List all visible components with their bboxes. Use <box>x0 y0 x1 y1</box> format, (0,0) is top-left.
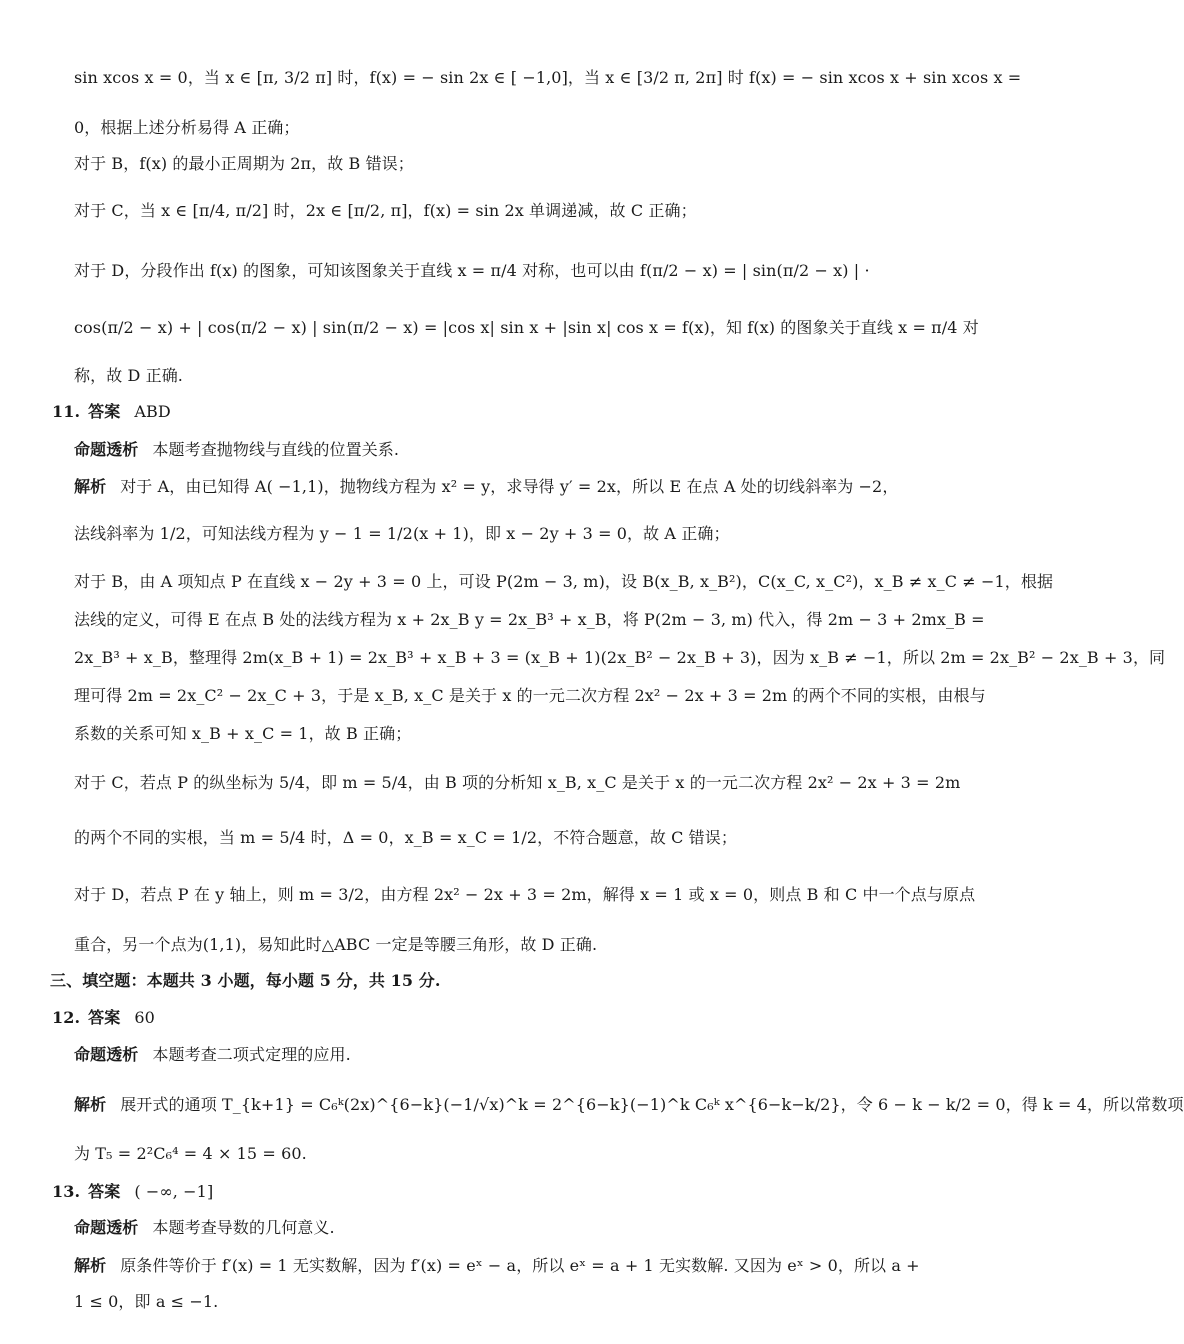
answer-value: ( −∞, −1] <box>134 1182 214 1201</box>
answer-label: 答案 <box>88 1182 121 1201</box>
text-line: cos(π/2 − x) + | cos(π/2 − x) | sin(π/2 − x) = |cos x| sin x + |sin x| cos x = f(x)，知 f(x) 的图象关于直线 x = π/4 对 <box>74 318 979 337</box>
answer-value: ABD <box>134 402 171 421</box>
question-11-intent <box>74 440 904 460</box>
solution-label: 解析 <box>74 1256 107 1275</box>
text-line: 法线斜率为 1/2，可知法线方程为 y − 1 = 1/2(x + 1)，即 x − 2y + 3 = 0，故 A 正确； <box>74 524 730 543</box>
text-line: 1 ≤ 0，即 a ≤ −1. <box>74 1292 219 1311</box>
intent-label: 命题透析 <box>74 1218 139 1237</box>
text-line: 对于 D，若点 P 在 y 轴上，则 m = 3/2，由方程 2x² − 2x + 3 = 2m，解得 x = 1 或 x = 0，则点 B 和 C 中一个点与原点 <box>74 885 976 904</box>
answer-label: 答案 <box>88 1008 121 1027</box>
question-12-solution <box>74 1095 1184 1115</box>
answer-value: 60 <box>134 1008 155 1027</box>
text-line: 2x_B³ + x_B，整理得 2m(x_B + 1) = 2x_B³ + x_B + 3 = (x_B + 1)(2x_B² − 2x_B + 3)，因为 x_B ≠ −1，所以 2m = 2x_B² − 2x_B + 3，同 <box>74 648 1166 667</box>
question-12-answer <box>52 1008 882 1028</box>
question-13-answer <box>52 1182 882 1202</box>
text-line: 对于 C，若点 P 的纵坐标为 5/4，即 m = 5/4，由 B 项的分析知 x_B, x_C 是关于 x 的一元二次方程 2x² − 2x + 3 = 2m <box>74 773 961 792</box>
section-heading: 三、填空题：本题共 3 小题，每小题 5 分，共 15 分. <box>50 971 441 990</box>
question-11-answer <box>52 402 882 422</box>
intent-text: 本题考查二项式定理的应用. <box>152 1045 351 1064</box>
question-12-intent <box>74 1045 904 1065</box>
intent-text: 本题考查抛物线与直线的位置关系. <box>152 440 400 459</box>
question-11-solution <box>74 477 904 497</box>
solution-label: 解析 <box>74 1095 107 1114</box>
solution-text: 原条件等价于 f′(x) = 1 无实数解，因为 f′(x) = eˣ − a，所以 eˣ = a + 1 无实数解. 又因为 eˣ > 0，所以 a + <box>120 1256 920 1275</box>
text-line: 为 T₅ = 2²C₆⁴ = 4 × 15 = 60. <box>74 1144 307 1163</box>
text-line: 理可得 2m = 2x_C² − 2x_C + 3，于是 x_B, x_C 是关于 x 的一元二次方程 2x² − 2x + 3 = 2m 的两个不同的实根，由根与 <box>74 686 986 705</box>
text-line: 对于 B，f(x) 的最小正周期为 2π，故 B 错误； <box>74 154 414 173</box>
text-line: 法线的定义，可得 E 在点 B 处的法线方程为 x + 2x_B y = 2x_B³ + x_B，将 P(2m − 3, m) 代入，得 2m − 3 + 2mx_B = <box>74 610 985 629</box>
answer-label: 答案 <box>88 402 121 421</box>
question-13-intent <box>74 1218 904 1238</box>
text-line: 的两个不同的实根，当 m = 5/4 时，Δ = 0，x_B = x_C = 1/2，不符合题意，故 C 错误； <box>74 828 737 847</box>
text-line: 系数的关系可知 x_B + x_C = 1，故 B 正确； <box>74 724 412 743</box>
intent-label: 命题透析 <box>74 440 139 459</box>
text-line: sin xcos x = 0，当 x ∈ [π, 3/2 π] 时，f(x) = − sin 2x ∈ [ −1,0]，当 x ∈ [3/2 π, 2π] 时 f(x) = − sin xcos x + sin xcos x = <box>74 68 1022 87</box>
question-number: 11. <box>52 402 81 421</box>
question-number: 13. <box>52 1182 81 1201</box>
intent-label: 命题透析 <box>74 1045 139 1064</box>
intent-text: 本题考查导数的几何意义. <box>152 1218 335 1237</box>
solution-text: 展开式的通项 T_{k+1} = C₆ᵏ(2x)^{6−k}(−1/√x)^k = 2^{6−k}(−1)^k C₆ᵏ x^{6−k−k/2}，令 6 − k − k/2 = 0，得 k = 4，所以常数项 <box>120 1095 1184 1114</box>
solution-text: 对于 A，由已知得 A( −1,1)，抛物线方程为 x² = y，求导得 y′ = 2x，所以 E 在点 A 处的切线斜率为 −2， <box>120 477 899 496</box>
question-number: 12. <box>52 1008 81 1027</box>
text-line: 对于 B，由 A 项知点 P 在直线 x − 2y + 3 = 0 上，可设 P(2m − 3, m)，设 B(x_B, x_B²)，C(x_C, x_C²)，x_B ≠ x_C ≠ −1，根据 <box>74 572 1054 591</box>
solution-label: 解析 <box>74 477 107 496</box>
text-line: 重合，另一个点为(1,1)，易知此时△ABC 一定是等腰三角形，故 D 正确. <box>74 935 598 954</box>
text-line: 对于 D，分段作出 f(x) 的图象，可知该图象关于直线 x = π/4 对称，也可以由 f(π/2 − x) = | sin(π/2 − x) | · <box>74 261 870 280</box>
text-line: 称，故 D 正确. <box>74 366 183 385</box>
text-line: 0，根据上述分析易得 A 正确； <box>74 118 300 137</box>
text-line: 对于 C，当 x ∈ [π/4, π/2] 时，2x ∈ [π/2, π]，f(x) = sin 2x 单调递减，故 C 正确； <box>74 201 697 220</box>
question-13-solution <box>74 1256 920 1276</box>
